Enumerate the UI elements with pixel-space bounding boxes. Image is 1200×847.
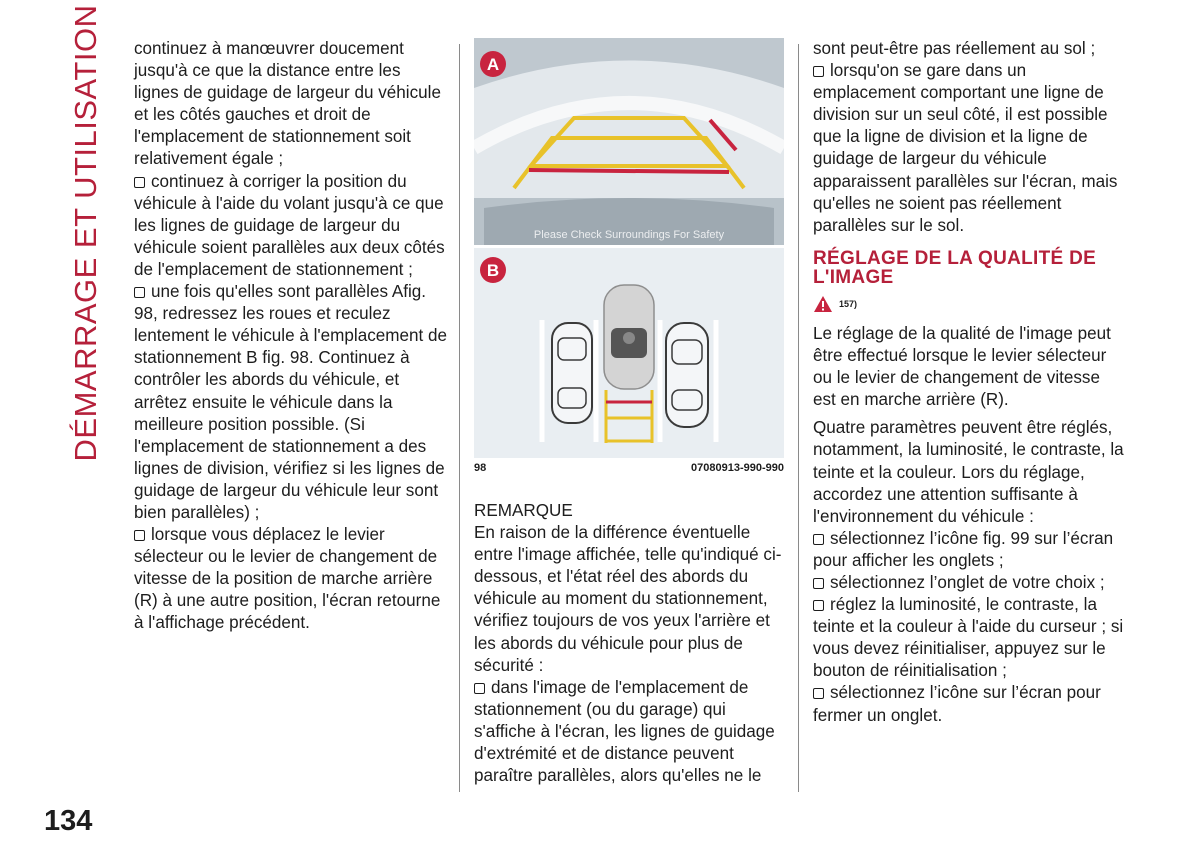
checkbox-bullet-icon <box>134 177 145 188</box>
checkbox-bullet-icon <box>813 534 824 545</box>
bullet-item: continuez à corriger la position du véhicule à l'aide du volant jusqu'à ce que les lignes de guidage de largeur du véhicule soient parallèles aux deux côtés de l'emplacement de stationnement ; <box>134 171 445 279</box>
column-3 <box>813 38 1125 727</box>
warning-triangle-icon <box>813 295 833 313</box>
figure-caption <box>474 462 784 476</box>
label-b: B <box>486 261 500 280</box>
paragraph: continuez à manœuvrer doucement jusqu'à ce que la distance entre les lignes de guidage de largeur du véhicule et les côtés gauches et droit de l'emplacement de stationnement soit relativement égale ; <box>134 39 441 169</box>
bullet-item: une fois qu'elles sont parallèles Afig. 98, redressez les roues et reculez lentement le véhicule à l'emplacement de stationnement B fig. 98. Continuez à contrôler les abords du véhicule, et arrêtez ensuite le véhicule dans la meilleure position possible. (Si l'emplacement de stationnement a des lignes de division, vérifiez si les lignes de guidage de largeur du véhicule leur sont bien parallèles) ; <box>134 282 448 522</box>
paragraph: Le réglage de la qualité de l'image peut être effectué lorsque le levier sélecteur ou le levier de changement de vitesse est en marche arrière (R). <box>813 323 1111 410</box>
remark-title: REMARQUE <box>474 501 573 520</box>
checkbox-bullet-icon <box>134 530 145 541</box>
checkbox-bullet-icon <box>813 600 824 611</box>
paragraph: Quatre paramètres peuvent être réglés, notamment, la luminosité, le contraste, la teinte et la couleur. Lors du réglage, accordez une attention suffisante à l'environnement du véhicule : <box>813 418 1124 526</box>
warning-ref-number: 157) <box>839 298 858 309</box>
bullet-item: sélectionnez l’icône fig. 99 sur l’écran pour afficher les onglets ; <box>813 528 1114 570</box>
column-divider <box>798 44 799 792</box>
remark-block <box>474 500 784 787</box>
column-divider <box>459 44 460 792</box>
checkbox-bullet-icon <box>813 688 824 699</box>
figure-code: 07080913-990-990 <box>691 462 784 474</box>
warning-reference <box>813 293 1125 315</box>
parking-camera-figure <box>474 38 784 458</box>
panel-b-parking-diagram <box>474 248 784 458</box>
checkbox-bullet-icon <box>474 683 485 694</box>
figure-number: 98 <box>474 462 487 474</box>
column-1 <box>134 38 449 635</box>
section-heading: RÉGLAGE DE LA QUALITÉ DE L'IMAGE <box>813 247 1097 288</box>
bullet-item: sélectionnez l’icône sur l’écran pour fermer un onglet. <box>813 683 1101 725</box>
checkbox-bullet-icon <box>813 66 824 77</box>
screen-caption: Please Check Surroundings For Safety <box>533 229 725 241</box>
bullet-item: lorsqu'on se gare dans un emplacement comportant une ligne de division sur un seul côté, il est possible que la ligne de division et la ligne de guidage de largeur du véhicule apparaissent parallèles sur l'écran, mais qu'elles ne soient pas réellement parallèles sur le sol. <box>813 61 1118 235</box>
bullet-item: lorsque vous déplacez le levier sélecteur ou le levier de changement de vitesse de la position de marche arrière (R) à une autre position, l'écran retourne à l'affichage précédent. <box>134 525 441 633</box>
bullet-item: dans l'image de l'emplacement de stationnement (ou du garage) qui s'affiche à l'écran, les lignes de guidage d'extrémité et de distance peuvent paraître parallèles, alors qu'elles ne le <box>474 677 775 786</box>
paragraph: sont peut-être pas réellement au sol ; <box>813 39 1096 58</box>
bullet-item: réglez la luminosité, le contraste, la teinte et la couleur à l'aide du curseur ; si vous devez réinitialiser, appuyez sur le bouton de réinitialisation ; <box>813 595 1124 681</box>
checkbox-bullet-icon <box>134 287 145 298</box>
checkbox-bullet-icon <box>813 578 824 589</box>
section-title: DÉMARRAGE ET UTILISATION <box>68 4 103 461</box>
paragraph: En raison de la différence éventuelle entre l'image affichée, telle qu'indiqué ci-dessous, et l'état réel des abords du véhicule au moment du stationnement, vérifiez toujours de vos yeux l'arrière et les abords du véhicule pour plus de sécurité : <box>474 523 782 675</box>
section-title-vertical <box>66 4 106 461</box>
label-a: A <box>486 55 500 74</box>
page-number: 134 <box>44 805 93 837</box>
panel-a-rear-camera-view <box>474 38 784 245</box>
bullet-item: sélectionnez l’onglet de votre choix ; <box>813 572 1125 594</box>
